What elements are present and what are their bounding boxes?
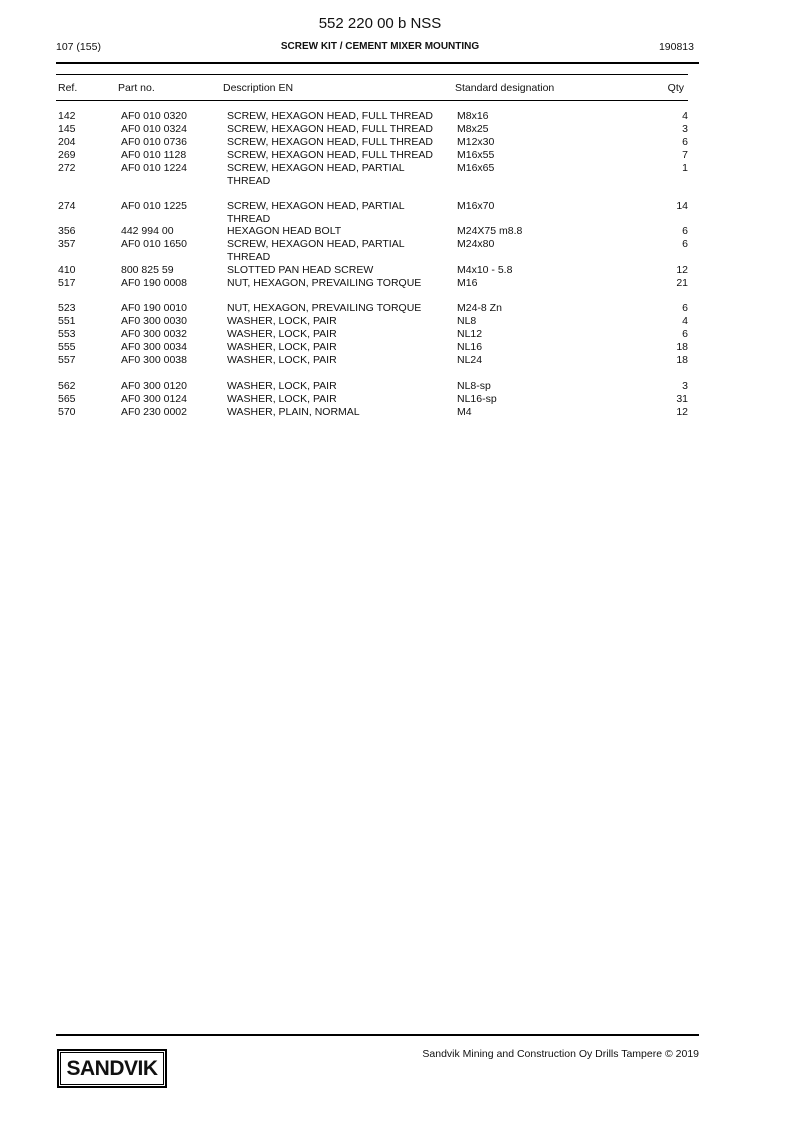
ref-cell: 565 (58, 393, 76, 405)
qty-cell: 4 (682, 110, 688, 122)
standard-cell: M16x65 (457, 162, 495, 174)
date-code: 190813 (658, 41, 694, 53)
part-no-cell: AF0 190 0010 (121, 302, 187, 314)
ref-cell: 356 (58, 225, 76, 237)
table-row (0, 406, 794, 419)
description-cell: WASHER, PLAIN, NORMAL (227, 406, 360, 418)
qty-cell: 3 (682, 123, 688, 135)
qty-cell: 7 (682, 149, 688, 161)
description-cell: SCREW, HEXAGON HEAD, FULL THREAD (227, 136, 433, 148)
standard-cell: M16x55 (457, 149, 495, 161)
standard-cell: M24x80 (457, 238, 495, 250)
ref-cell: 357 (58, 238, 76, 250)
part-no-cell: AF0 010 1225 (121, 200, 187, 212)
part-no-cell: AF0 300 0032 (121, 328, 187, 340)
description-cell: WASHER, LOCK, PAIR (227, 380, 337, 392)
part-no-cell: AF0 300 0120 (121, 380, 187, 392)
part-no-cell: AF0 010 1224 (121, 162, 187, 174)
table-row (0, 123, 794, 136)
ref-cell: 551 (58, 315, 76, 327)
qty-cell: 6 (682, 302, 688, 314)
standard-cell: M12x30 (457, 136, 495, 148)
doc-title: SCREW KIT / CEMENT MIXER MOUNTING (280, 41, 480, 52)
part-no-cell: 800 825 59 (121, 264, 174, 276)
parts-table (0, 110, 794, 419)
standard-cell: M24X75 m8.8 (457, 225, 523, 237)
description-cell: SCREW, HEXAGON HEAD, PARTIAL THREAD (227, 238, 405, 263)
table-row (0, 110, 794, 123)
table-row (0, 162, 794, 200)
ref-cell: 553 (58, 328, 76, 340)
part-no-cell: AF0 010 1128 (121, 149, 187, 161)
table-row (0, 238, 794, 264)
part-no-cell: AF0 300 0124 (121, 393, 187, 405)
standard-cell: M16 (457, 277, 478, 289)
qty-cell: 6 (682, 136, 688, 148)
standard-cell: NL12 (457, 328, 483, 340)
standard-cell: M4x10 - 5.8 (457, 264, 513, 276)
table-row (0, 136, 794, 149)
part-no-cell: AF0 010 0324 (121, 123, 187, 135)
standard-cell: M4 (457, 406, 472, 418)
footer-divider (56, 1034, 699, 1036)
ref-cell: 142 (58, 110, 76, 122)
ref-cell: 555 (58, 341, 76, 353)
standard-cell: M8x25 (457, 123, 489, 135)
part-no-cell: AF0 010 0320 (121, 110, 187, 122)
ref-cell: 562 (58, 380, 76, 392)
table-row (0, 354, 794, 380)
table-row (0, 277, 794, 302)
ref-cell: 523 (58, 302, 76, 314)
part-no-cell: AF0 010 0736 (121, 136, 187, 148)
table-row (0, 200, 794, 225)
footer-copyright: Sandvik Mining and Construction Oy Drills Tampere © 2019 (422, 1048, 699, 1060)
column-header-qty: Qty (667, 82, 684, 94)
description-cell: WASHER, LOCK, PAIR (227, 341, 337, 353)
table-row (0, 264, 794, 277)
table-row (0, 302, 794, 315)
description-cell: WASHER, LOCK, PAIR (227, 393, 337, 405)
qty-cell: 3 (682, 380, 688, 392)
part-no-cell: AF0 300 0034 (121, 341, 187, 353)
part-no-cell: 442 994 00 (121, 225, 174, 237)
standard-cell: NL16-sp (457, 393, 497, 405)
qty-cell: 6 (682, 328, 688, 340)
ref-cell: 145 (58, 123, 76, 135)
table-row (0, 315, 794, 328)
qty-cell: 6 (682, 225, 688, 237)
part-no-cell: AF0 300 0038 (121, 354, 187, 366)
description-cell: NUT, HEXAGON, PREVAILING TORQUE (227, 302, 422, 314)
description-cell: SCREW, HEXAGON HEAD, FULL THREAD (227, 123, 433, 135)
page-indicator: 107 (155) (56, 41, 101, 53)
standard-cell: M24-8 Zn (457, 302, 502, 314)
description-cell: SCREW, HEXAGON HEAD, PARTIAL THREAD (227, 162, 405, 187)
ref-cell: 410 (58, 264, 76, 276)
table-row (0, 225, 794, 238)
table-row (0, 341, 794, 354)
sandvik-logo-text: SANDVIK (60, 1052, 164, 1085)
qty-cell: 4 (682, 315, 688, 327)
header-divider (56, 62, 699, 64)
column-header-part-no: Part no. (118, 82, 155, 94)
part-no-cell: AF0 010 1650 (121, 238, 187, 250)
column-header-ref: Ref. (58, 82, 78, 94)
description-cell: SCREW, HEXAGON HEAD, FULL THREAD (227, 110, 433, 122)
table-row (0, 393, 794, 406)
qty-cell: 14 (676, 200, 688, 212)
standard-cell: M16x70 (457, 200, 495, 212)
description-cell: SCREW, HEXAGON HEAD, PARTIAL THREAD (227, 200, 405, 225)
qty-cell: 6 (682, 238, 688, 250)
ref-cell: 557 (58, 354, 76, 366)
table-row (0, 328, 794, 341)
ref-cell: 269 (58, 149, 76, 161)
ref-cell: 272 (58, 162, 76, 174)
table-row (0, 149, 794, 162)
ref-cell: 570 (58, 406, 76, 418)
sandvik-logo (57, 1049, 167, 1088)
ref-cell: 517 (58, 277, 76, 289)
part-no-cell: AF0 190 0008 (121, 277, 187, 289)
column-header-bottom-rule (56, 100, 688, 101)
description-cell: NUT, HEXAGON, PREVAILING TORQUE (227, 277, 422, 289)
standard-cell: NL24 (457, 354, 483, 366)
part-no-cell: AF0 300 0030 (121, 315, 187, 327)
description-cell: HEXAGON HEAD BOLT (227, 225, 342, 237)
description-cell: WASHER, LOCK, PAIR (227, 354, 337, 366)
standard-cell: NL16 (457, 341, 483, 353)
standard-cell: M8x16 (457, 110, 489, 122)
qty-cell: 18 (676, 341, 688, 353)
description-cell: SLOTTED PAN HEAD SCREW (227, 264, 374, 276)
ref-cell: 204 (58, 136, 76, 148)
qty-cell: 31 (676, 393, 688, 405)
qty-cell: 21 (676, 277, 688, 289)
standard-cell: NL8 (457, 315, 477, 327)
ref-cell: 274 (58, 200, 76, 212)
column-header-standard: Standard designation (455, 82, 555, 94)
description-cell: WASHER, LOCK, PAIR (227, 328, 337, 340)
qty-cell: 1 (682, 162, 688, 174)
column-header-description: Description EN (223, 82, 294, 94)
description-cell: SCREW, HEXAGON HEAD, FULL THREAD (227, 149, 433, 161)
standard-cell: NL8-sp (457, 380, 491, 392)
column-header-top-rule (56, 74, 688, 75)
part-no-cell: AF0 230 0002 (121, 406, 187, 418)
table-row (0, 380, 794, 393)
qty-cell: 12 (676, 264, 688, 276)
qty-cell: 12 (676, 406, 688, 418)
qty-cell: 18 (676, 354, 688, 366)
description-cell: WASHER, LOCK, PAIR (227, 315, 337, 327)
doc-number: 552 220 00 b NSS (318, 15, 442, 32)
